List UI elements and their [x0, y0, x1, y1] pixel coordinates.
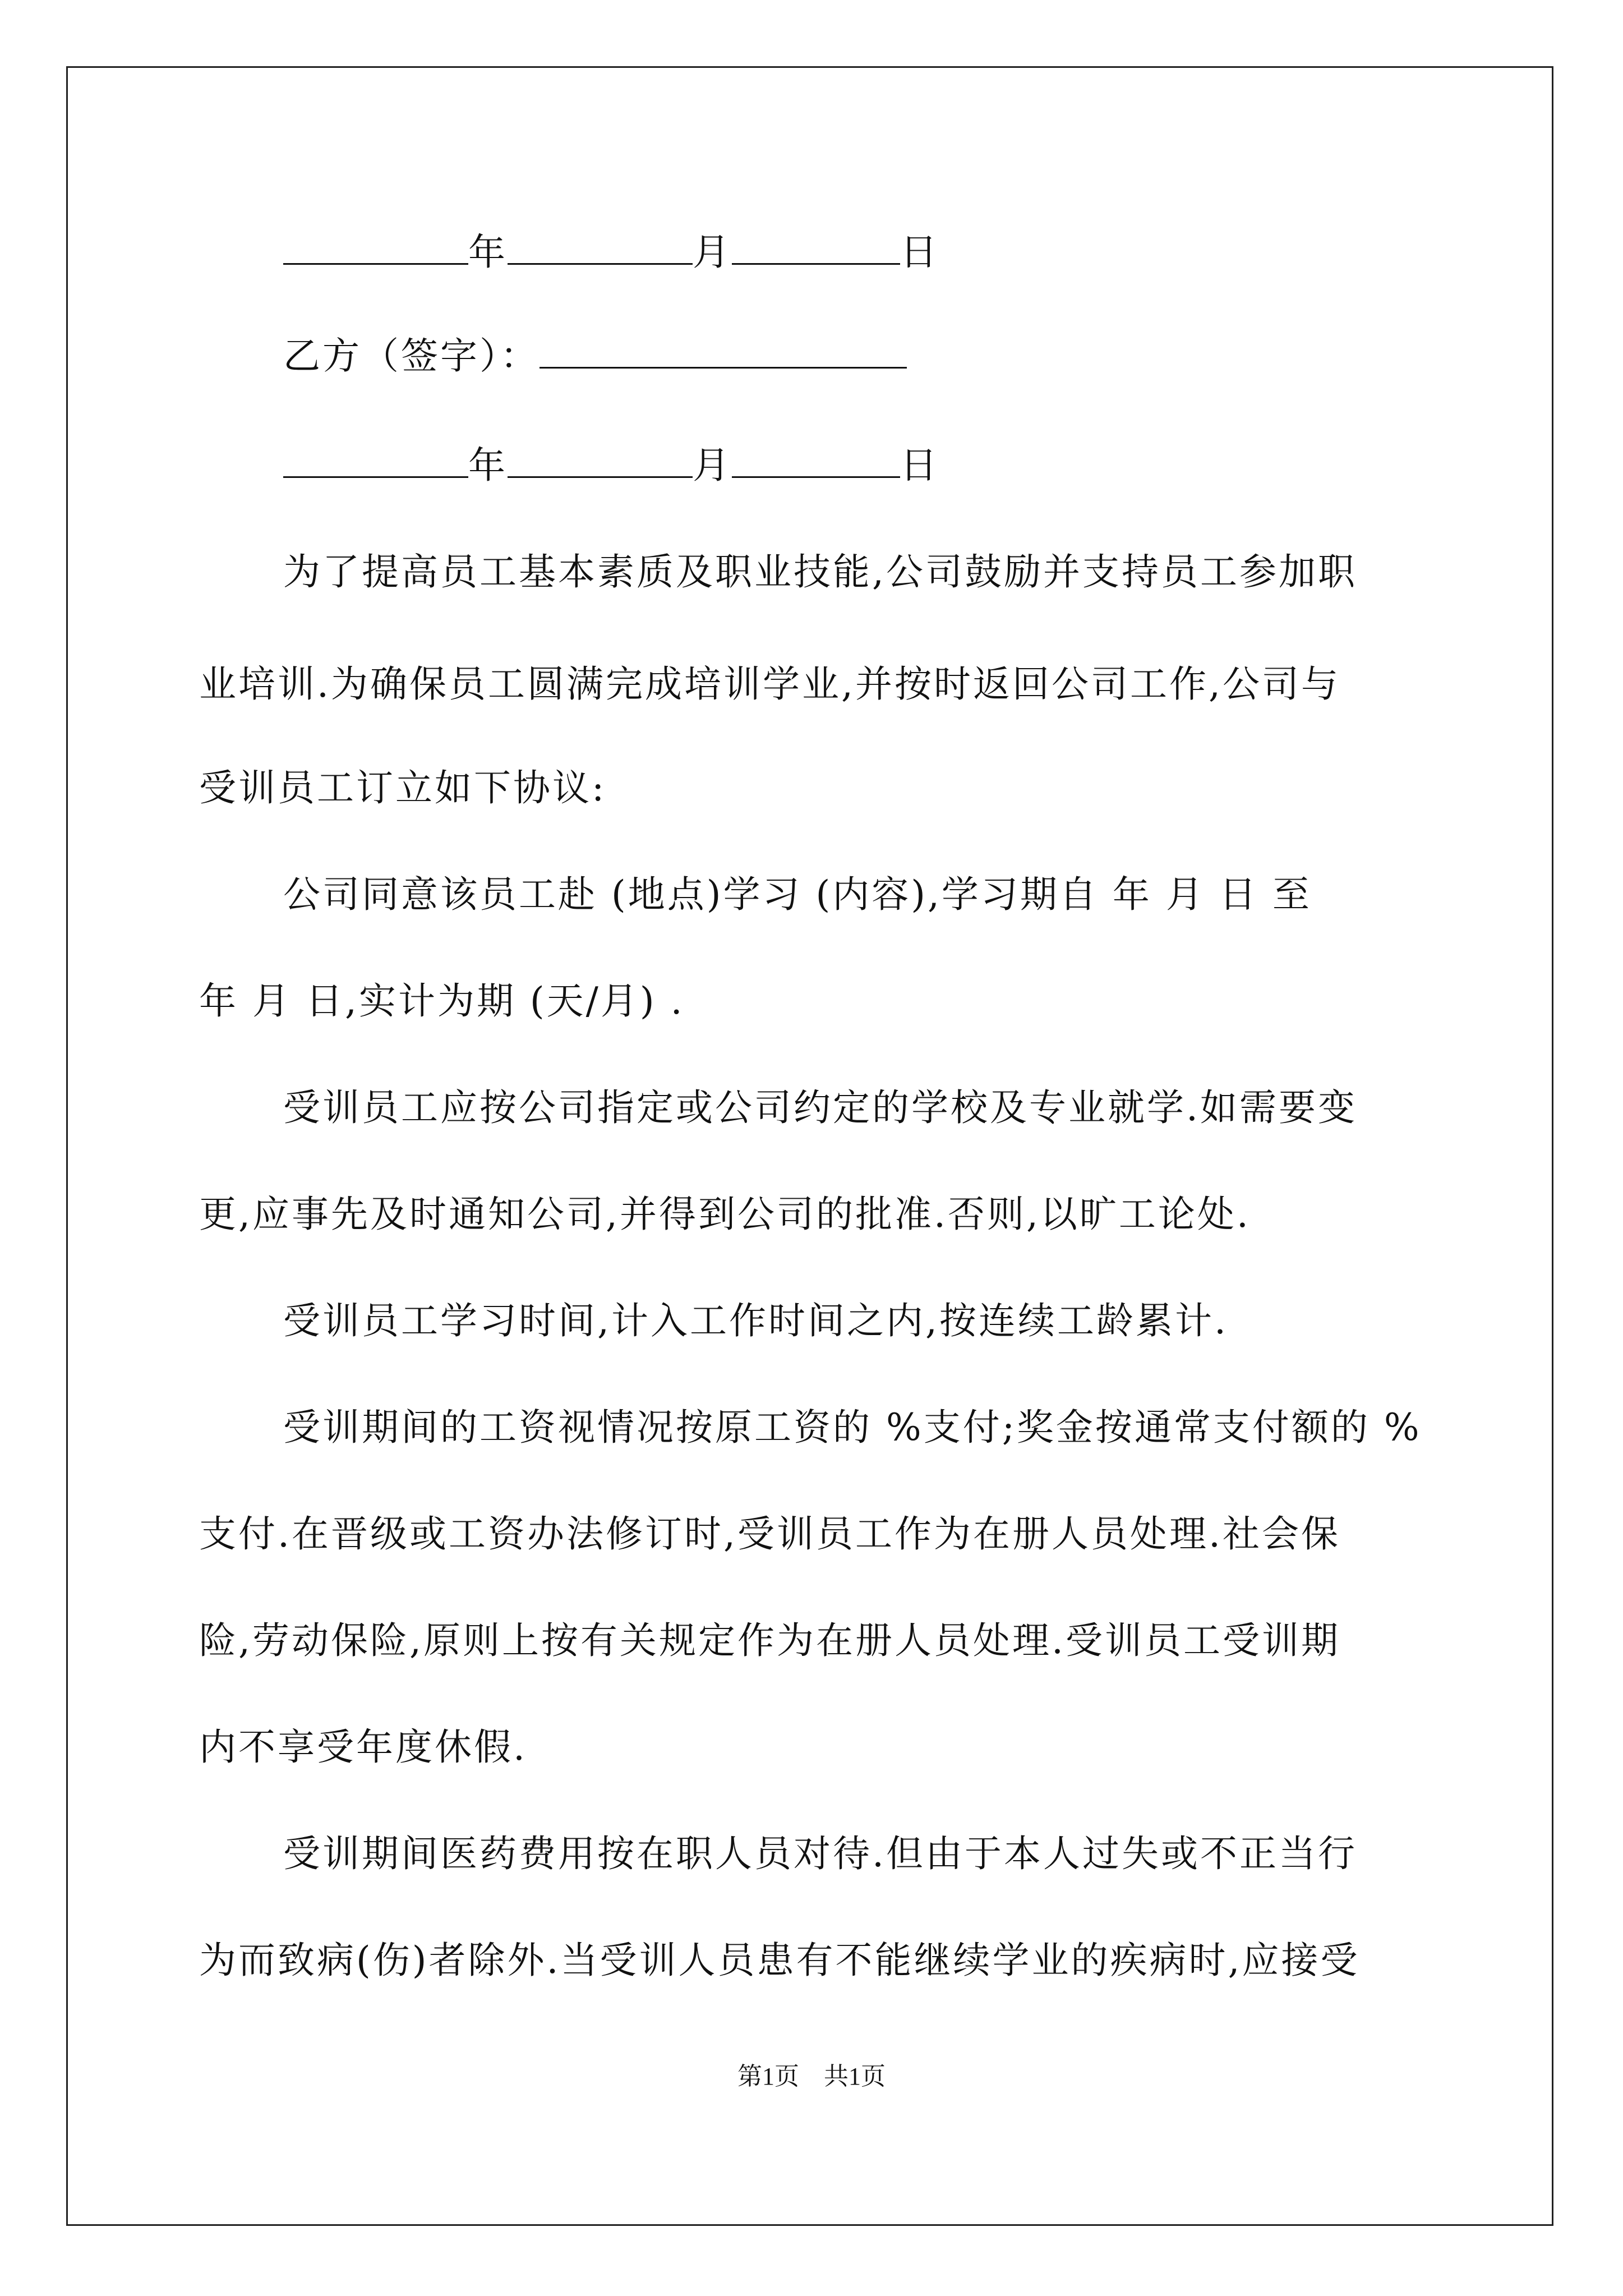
page-number-footer: 第1页 共1页: [737, 2063, 886, 2090]
month-label: 月: [693, 231, 732, 274]
party-b-label: 乙方（签字）：: [283, 334, 540, 378]
paragraph-2-line-1: 公司同意该员工赴 (地点)学习 (内容),学习期自 年 月 日 至: [283, 873, 1312, 916]
date-line-2: [283, 440, 1517, 491]
day-label: 日: [900, 444, 939, 487]
paragraph-2-line-2: 年 月 日,实计为期 (天/月) .: [199, 979, 685, 1023]
year-blank[interactable]: [283, 441, 468, 478]
paragraph-1-line-2: 业培训.为确保员工圆满完成培训学业,并按时返回公司工作,公司与: [199, 662, 1340, 706]
day-blank[interactable]: [732, 228, 900, 265]
year-label: 年: [468, 231, 508, 274]
paragraph-1-line-1: 为了提高员工基本素质及职业技能,公司鼓励并支持员工参加职: [283, 550, 1357, 593]
paragraph-3-line-2: 更,应事先及时通知公司,并得到公司的批准.否则,以旷工论处.: [199, 1193, 1251, 1236]
paragraph-1-line-3: 受训员工订立如下协议:: [199, 766, 607, 809]
party-b-signature-blank[interactable]: [540, 332, 907, 369]
party-b-signature-line: [283, 331, 1517, 381]
day-label: 日: [900, 231, 939, 274]
month-blank[interactable]: [508, 441, 693, 478]
paragraph-5-line-2: 支付.在晋级或工资办法修订时,受训员工作为在册人员处理.社会保: [199, 1512, 1340, 1556]
month-blank[interactable]: [508, 228, 693, 265]
paragraph-5-line-1: 受训期间的工资视情况按原工资的 %支付;奖金按通常支付额的 %: [283, 1406, 1422, 1449]
paragraph-4-line-1: 受训员工学习时间,计入工作时间之内,按连续工龄累计.: [283, 1299, 1228, 1342]
paragraph-5-line-4: 内不享受年度休假.: [199, 1726, 527, 1769]
year-label: 年: [468, 444, 508, 487]
paragraph-6-line-1: 受训期间医药费用按在职人员对待.但由于本人过失或不正当行: [283, 1832, 1357, 1875]
month-label: 月: [693, 444, 732, 487]
paragraph-6-line-2: 为而致病(伤)者除外.当受训人员患有不能继续学业的疾病时,应接受: [199, 1939, 1360, 1982]
paragraph-5-line-3: 险,劳动保险,原则上按有关规定作为在册人员处理.受训员工受训期: [199, 1619, 1340, 1662]
day-blank[interactable]: [732, 441, 900, 478]
date-line-1: [283, 227, 1517, 278]
year-blank[interactable]: [283, 228, 468, 265]
paragraph-3-line-1: 受训员工应按公司指定或公司约定的学校及专业就学.如需要变: [283, 1086, 1357, 1129]
